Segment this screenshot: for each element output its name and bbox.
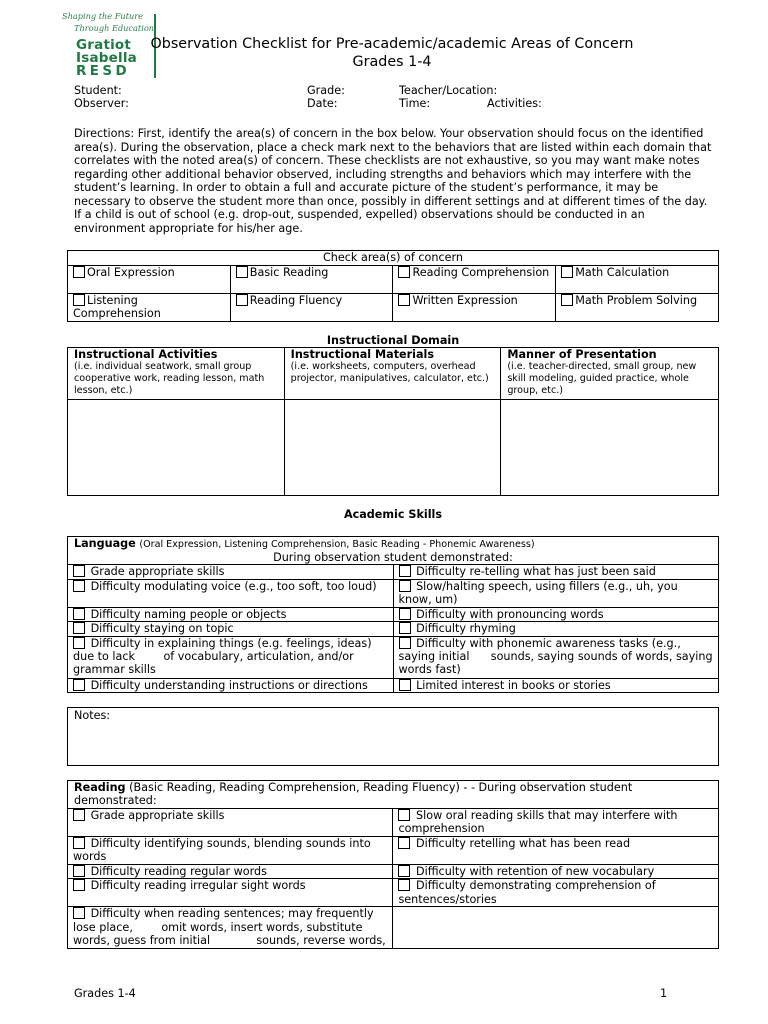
checklist-item[interactable]: [68, 607, 394, 621]
title-line-1: Observation Checklist for Pre-academic/academic Areas of Concern: [150, 36, 634, 52]
checklist-item[interactable]: [393, 636, 719, 678]
item-label: Difficulty when reading sentences; may frequently lose place, omit words, insert words, substitute words, guess from initial sounds, reverse words,: [73, 907, 386, 948]
language-table: [67, 536, 719, 693]
footer-grades: Grades 1-4: [74, 987, 136, 1000]
concern-label: Math Calculation: [575, 266, 670, 279]
checkbox[interactable]: [399, 679, 411, 691]
student-label: Student:: [74, 84, 122, 97]
language-heading: Language: [74, 537, 136, 550]
logo-name-3: RESD: [76, 63, 131, 79]
checkbox[interactable]: [73, 622, 85, 634]
checklist-item[interactable]: [68, 809, 393, 837]
item-label: Slow oral reading skills that may interfere with comprehension: [398, 809, 678, 836]
item-label: Difficulty identifying sounds, blending sounds into words: [73, 837, 371, 864]
item-label: Difficulty rhyming: [416, 622, 516, 636]
checklist-item[interactable]: [68, 678, 394, 692]
instructional-materials-entry[interactable]: [284, 400, 501, 496]
item-label: Difficulty with phonemic awareness tasks (e.g., saying initial sounds, saying sounds of words, saying words fast): [398, 636, 717, 677]
concern-label: Oral Expression: [87, 266, 175, 279]
logo-name-1: Gratiot: [76, 37, 132, 53]
checkbox[interactable]: [73, 679, 85, 691]
item-label: Difficulty modulating voice (e.g., too soft, too loud): [90, 579, 377, 593]
date-label: Date:: [307, 97, 338, 110]
checkbox[interactable]: [399, 580, 411, 592]
concern-table: [67, 250, 719, 322]
column-subheading: (i.e. worksheets, computers, overhead projector, manipulatives, calculator, etc.): [290, 361, 489, 385]
checkbox[interactable]: [73, 907, 85, 919]
checkbox[interactable]: [73, 565, 85, 577]
activities-label: Activities:: [487, 97, 542, 110]
checkbox[interactable]: [561, 294, 573, 306]
column-subheading: (i.e. individual seatwork, small group cooperative work, reading lesson, math lesson, etc.): [74, 361, 265, 397]
checkbox[interactable]: [399, 622, 411, 634]
concern-listening-comprehension[interactable]: [68, 294, 231, 322]
checkbox[interactable]: [398, 837, 410, 849]
checkbox[interactable]: [398, 865, 410, 877]
checklist-item[interactable]: [393, 809, 719, 837]
logo-tagline-2: Through Education: [74, 23, 155, 33]
reading-table: [67, 780, 719, 949]
reading-heading: Reading: [74, 781, 126, 794]
academic-skills-title: Academic Skills: [343, 508, 443, 521]
checkbox[interactable]: [561, 266, 573, 278]
concern-oral-expression[interactable]: [68, 266, 231, 294]
item-label: Difficulty in explaining things (e.g. feelings, ideas) due to lack of vocabulary, articulation, and/or grammar skills: [73, 636, 376, 677]
item-label: Difficulty retelling what has been read: [416, 837, 631, 850]
concern-header: Check area(s) of concern: [68, 251, 719, 266]
page-number: 1: [660, 987, 668, 1000]
checkbox[interactable]: [73, 837, 85, 849]
checklist-item[interactable]: [393, 565, 719, 579]
checkbox[interactable]: [398, 294, 410, 306]
checklist-item[interactable]: [68, 622, 394, 636]
checklist-item[interactable]: [68, 579, 394, 607]
checkbox[interactable]: [399, 637, 411, 649]
checklist-item[interactable]: [393, 678, 719, 692]
checklist-item[interactable]: [68, 879, 393, 907]
checkbox[interactable]: [73, 580, 85, 592]
checklist-item[interactable]: [393, 837, 719, 865]
reading-header: [68, 781, 719, 809]
logo-tagline-1: Shaping the Future: [62, 11, 144, 21]
checkbox[interactable]: [73, 608, 85, 620]
checkbox[interactable]: [399, 608, 411, 620]
directions-paragraph: Directions: First, identify the area(s) of concern in the box below. Your observation should focus on the identified area(s). During the observation, place a check mark next to the behaviors that are listed within each domain that correlates with the noted area(s) of concern. These checklists are not exhaustive, so you may want make notes regarding other additional behavior observed, including strengths and behaviors which may interfere with the student’s learning. In order to obtain a full and accurate picture of the student’s performance, it may be necessary to observe the student more than once, possibly in different settings and at different times of the day. If a child is out of school (e.g. drop-out, suspended, expelled) observations should be conducted in an environment appropriate for his/her age.: [74, 127, 712, 235]
concern-label: Reading Fluency: [249, 294, 343, 307]
checklist-item[interactable]: [68, 907, 393, 949]
time-label: Time:: [399, 97, 431, 110]
manner-of-presentation-header: [501, 348, 719, 400]
checkbox[interactable]: [73, 879, 85, 891]
checkbox[interactable]: [73, 294, 85, 306]
concern-label: Basic Reading: [249, 266, 329, 279]
instructional-activities-entry[interactable]: [68, 400, 285, 496]
item-label: Grade appropriate skills: [90, 565, 225, 579]
item-label: Limited interest in books or stories: [416, 678, 611, 692]
checkbox[interactable]: [236, 266, 248, 278]
concern-label: Reading Comprehension: [412, 266, 550, 279]
item-label: Difficulty reading regular words: [90, 865, 267, 878]
concern-label: Math Problem Solving: [575, 294, 698, 307]
checklist-item-empty: [393, 907, 719, 949]
item-label: Slow/halting speech, using fillers (e.g., uh, you know, um): [398, 579, 678, 607]
checklist-item[interactable]: [393, 579, 719, 607]
language-subheading: During observation student demonstrated:: [273, 551, 513, 564]
logo-name-2: Isabella: [76, 50, 137, 66]
checkbox[interactable]: [398, 809, 410, 821]
checklist-item[interactable]: [393, 879, 719, 907]
checklist-item[interactable]: [68, 565, 394, 579]
instructional-domain-title: Instructional Domain: [326, 334, 460, 347]
item-label: Difficulty understanding instructions or directions: [90, 678, 368, 692]
manner-of-presentation-entry[interactable]: [501, 400, 719, 496]
title-line-2: Grades 1-4: [352, 54, 432, 70]
checklist-item[interactable]: [393, 865, 719, 879]
checkbox[interactable]: [399, 565, 411, 577]
notes-box[interactable]: [67, 707, 719, 766]
column-subheading: (i.e. teacher-directed, small group, new skill modeling, guided practice, whole group, etc.): [507, 361, 697, 397]
item-label: Difficulty naming people or objects: [90, 607, 287, 621]
checklist-item[interactable]: [68, 837, 393, 865]
checkbox[interactable]: [73, 865, 85, 877]
checkbox[interactable]: [236, 294, 248, 306]
checklist-item[interactable]: [393, 622, 719, 636]
observer-label: Observer:: [74, 97, 129, 110]
column-heading: Manner of Presentation: [507, 348, 657, 361]
checkbox[interactable]: [73, 809, 85, 821]
instructional-materials-header: [284, 348, 501, 400]
checklist-item[interactable]: [68, 865, 393, 879]
item-label: Difficulty re-telling what has just been said: [416, 565, 656, 579]
item-label: Difficulty staying on topic: [90, 622, 234, 636]
grade-label: Grade:: [307, 84, 345, 97]
instructional-table: [67, 347, 719, 496]
checkbox[interactable]: [398, 879, 410, 891]
page-title: [100, 35, 684, 71]
concern-reading-fluency[interactable]: [230, 294, 393, 322]
column-heading: Instructional Activities: [74, 348, 218, 361]
language-header: [68, 537, 719, 565]
item-label: Difficulty reading irregular sight words: [90, 879, 306, 893]
teacher-location-label: Teacher/Location:: [399, 84, 498, 97]
item-label: Grade appropriate skills: [90, 809, 225, 822]
concern-label: Written Expression: [412, 294, 518, 307]
concern-label: Listening Comprehension: [73, 294, 161, 321]
notes-label: Notes:: [74, 709, 111, 722]
checkbox[interactable]: [73, 266, 85, 278]
item-label: Difficulty demonstrating comprehension of sentences/stories: [398, 879, 656, 906]
language-areas: (Oral Expression, Listening Comprehension, Basic Reading - Phonemic Awareness): [139, 539, 535, 550]
concern-basic-reading[interactable]: [230, 266, 393, 294]
concern-math-problem-solving[interactable]: [556, 294, 719, 322]
concern-math-calculation[interactable]: [556, 266, 719, 294]
checklist-item[interactable]: [393, 607, 719, 621]
reading-heading-detail: (Basic Reading, Reading Comprehension, Reading Fluency) - - During observation student demonstrated:: [74, 781, 633, 808]
instructional-activities-header: [68, 348, 285, 400]
item-label: Difficulty with retention of new vocabulary: [416, 865, 655, 878]
checkbox[interactable]: [73, 637, 85, 649]
item-label: Difficulty with pronouncing words: [416, 607, 604, 621]
checklist-item[interactable]: [68, 636, 394, 678]
checkbox[interactable]: [398, 266, 410, 278]
concern-written-expression[interactable]: [393, 294, 556, 322]
concern-reading-comprehension[interactable]: [393, 266, 556, 294]
column-heading: Instructional Materials: [290, 348, 435, 361]
